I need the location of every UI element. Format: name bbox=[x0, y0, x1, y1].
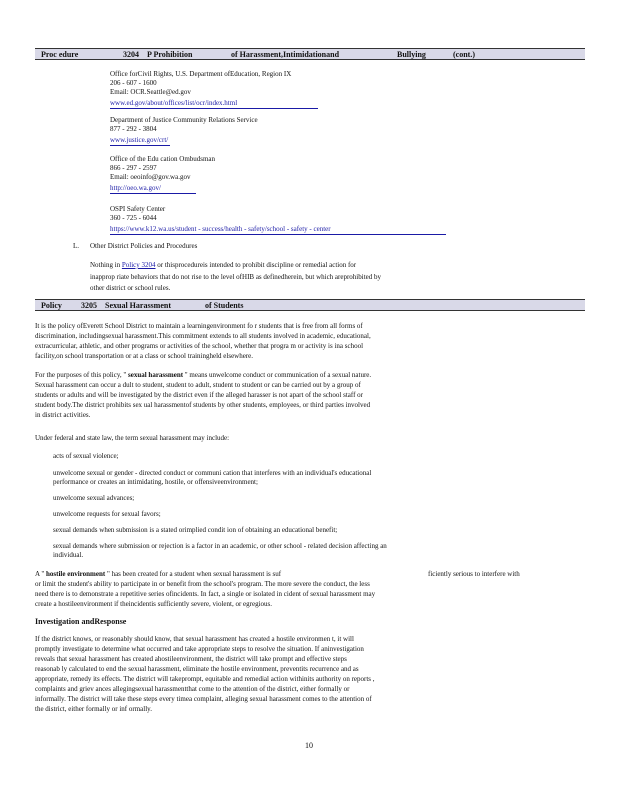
occur-line-4: in district activities. bbox=[35, 411, 91, 419]
occur-line-1: Sexual harassment can occur a dult to student, student to adult, student to student or can be carried out by a group of bbox=[35, 381, 361, 389]
investigation-line-4: reasonab ly calculated to end the sexual harassment, eliminate the hostile environment, preventits recurrence and as bbox=[35, 665, 359, 673]
investigation-line-6: complaints and griev ances allegingsexual harassmentthat come to the attention of the district, either formally or bbox=[35, 685, 350, 693]
include-item-5: sexual demands when submission is a stated orimplied condit ion of obtaining an educational benefit; bbox=[53, 526, 338, 534]
investigation-line-8: the district, either formally or inf ormally. bbox=[35, 705, 152, 713]
hostile-line-1-tail: ficiently serious to interfere with bbox=[428, 570, 520, 578]
policy-title: Sexual Harassment bbox=[105, 301, 171, 310]
contact-ospi-link[interactable]: https://www.k12.wa.us/student - success/health - safety/school - safety - center bbox=[110, 225, 446, 235]
procedure-title-cont: of Harassment,Intimidationand bbox=[231, 50, 340, 59]
investigation-line-5: appropriate, remedy its effects. The district will takeprompt, equitable and remedial action withinits authority on reports , bbox=[35, 675, 375, 683]
policy-3205-header-bar bbox=[35, 299, 585, 311]
investigation-line-2: promptly investigate to determine what occurred and take appropriate steps to resolve the situation. If aninvestigation bbox=[35, 645, 364, 653]
policy-intro-line-1: It is the policy ofEverett School District to maintain a learningenvironment fo r students that is free from all forms of bbox=[35, 322, 363, 330]
include-item-3: unwelcome sexual advances; bbox=[53, 494, 135, 502]
policy-intro-line-4: facility,on school transportation or at a class or school trainingheld elsewhere. bbox=[35, 352, 254, 360]
page-number: 10 bbox=[305, 741, 313, 750]
policy-number: 3205 bbox=[81, 301, 97, 310]
procedure-number: 3204 bbox=[123, 50, 139, 59]
hostile-line-4: create a hostileenvironment if theincidentis sufficiently severe, violent, or egregious. bbox=[35, 600, 273, 608]
occur-line-2: students or adults and will be investigated by the district even if the alleged harasser is not apart of the school staff or bbox=[35, 391, 364, 399]
section-l-marker: L. bbox=[73, 242, 80, 250]
purpose-line bbox=[35, 371, 371, 380]
policy-3204-link[interactable]: Policy 3204 bbox=[121, 261, 156, 269]
section-l-text-b: or thisprocedureis intended to prohibit discipline or remedial action for bbox=[157, 261, 357, 269]
contact-ocr-phone: 206 - 607 - 1600 bbox=[110, 79, 157, 87]
contact-oeo-phone: 866 - 297 - 2597 bbox=[110, 164, 157, 172]
procedure-title-bullying: Bullying bbox=[397, 50, 426, 59]
hostile-line-2: or limit the student's ability to participate in or benefit from the school's program. The more severe the conduct, the less bbox=[35, 580, 370, 588]
section-l-text-a: Nothing in bbox=[90, 261, 121, 269]
contact-doj-line-1: Department of Justice Community Relations Service bbox=[110, 116, 258, 124]
investigation-heading: Investigation andResponse bbox=[35, 617, 127, 626]
contact-oeo-link[interactable]: http://oeo.wa.gov/ bbox=[110, 184, 196, 194]
under-law-line: Under federal and state law, the term sexual harassment may include: bbox=[35, 434, 230, 442]
contact-ocr-line-1: Office forCivil Rights, U.S. Department ofEducation, Region IX bbox=[110, 70, 292, 78]
contact-oeo-line-1: Office of the Edu cation Ombudsman bbox=[110, 155, 216, 163]
section-l-line-3: other district or school rules. bbox=[90, 284, 171, 292]
contact-ocr-email: Email: OCR.Seattle@ed.gov bbox=[110, 88, 191, 96]
procedure-3204-header-bar bbox=[35, 48, 585, 60]
contact-doj-phone: 877 - 292 - 3804 bbox=[110, 125, 157, 133]
include-item-4: unwelcome requests for sexual favors; bbox=[53, 510, 161, 518]
investigation-line-7: informally. The district will take these steps every timea complaint, alleging sexual harassment comes to the attention of bbox=[35, 695, 372, 703]
occur-line-3: student body.The district prohibits sex ual harassmentof students by other students, employees, or third parties involved bbox=[35, 401, 371, 409]
contact-oeo-email: Email: oeoinfo@gov.wa.gov bbox=[110, 173, 191, 181]
policy-title-students: of Students bbox=[205, 301, 244, 310]
hostile-line-3: need there is to demonstrate a repetitive series ofincidents. In fact, a single or isolated in cident of sexual harassment may bbox=[35, 590, 376, 598]
contact-doj-link[interactable]: www.justice.gov/crt/ bbox=[110, 136, 169, 144]
section-l-line-2: inapprop riate behaviors that do not rise to the level ofHIB as definedherein, but which areprohibited by bbox=[90, 273, 381, 281]
include-item-2-line-2: performance or creates an intimidating, hostile, or offensiveenvironment; bbox=[53, 478, 258, 486]
hostile-term: hostile environment bbox=[46, 570, 106, 578]
include-item-6-line-1: sexual demands where submission or rejection is a factor in an academic, or other school - related decision affecting an bbox=[53, 542, 387, 550]
purpose-lead: For the purposes of this policy, " bbox=[35, 371, 127, 379]
contact-ospi-line-1: OSPI Safety Center bbox=[110, 205, 166, 213]
investigation-line-3: reveals that sexual harassment has created ahostileenvironment, the district will take prompt and effective steps bbox=[35, 655, 347, 663]
purpose-rest: " means unwelcome conduct or communication of a sexual nature. bbox=[184, 371, 372, 379]
contact-ospi-phone: 360 - 725 - 6044 bbox=[110, 214, 157, 222]
continued-label: (cont.) bbox=[453, 50, 475, 59]
hostile-rest: " has been created for a student when sexual harassment is suf bbox=[106, 570, 282, 578]
section-l-line-1 bbox=[90, 261, 356, 270]
procedure-label: Proc edure bbox=[41, 50, 79, 59]
hostile-lead: A " bbox=[35, 570, 45, 578]
procedure-title: P Prohibition bbox=[147, 50, 193, 59]
policy-intro-line-3: extracurricular, athletic, and other programs or activities of the school, whether that progra m or activity is ina school bbox=[35, 342, 364, 350]
investigation-line-1: If the district knows, or reasonably should know, that sexual harassment has created a hostile environmen t, it will bbox=[35, 635, 354, 643]
include-item-2-line-1: unwelcome sexual or gender - directed conduct or communi cation that interferes with an individual's educational bbox=[53, 469, 372, 477]
hostile-line-1 bbox=[35, 570, 281, 579]
purpose-term: sexual harassment bbox=[128, 371, 184, 379]
include-item-1: acts of sexual violence; bbox=[53, 452, 119, 460]
policy-label: Policy bbox=[41, 301, 62, 310]
section-l-heading: Other District Policies and Procedures bbox=[90, 242, 198, 250]
include-item-6-line-2: individual. bbox=[53, 551, 84, 559]
contact-ocr-link[interactable]: www.ed.gov/about/offices/list/ocr/index.html bbox=[110, 99, 318, 109]
policy-intro-line-2: discrimination, includingsexual harassment.This commitment extends to all students involved in academic, educational, bbox=[35, 332, 371, 340]
